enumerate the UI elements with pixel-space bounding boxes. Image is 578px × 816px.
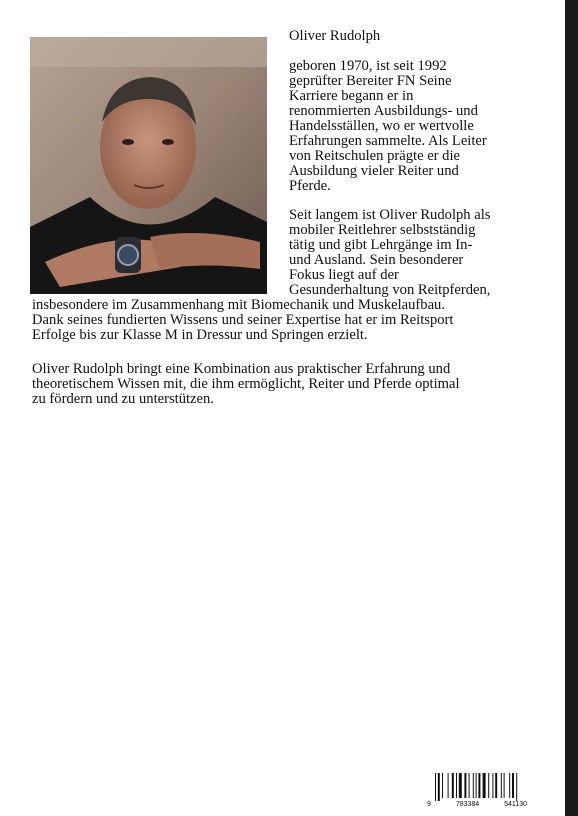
barcode-group-right: 541130: [504, 801, 527, 808]
bio-line: insbesondere im Zusammenhang mit Biomechanik und Muskelaufbau.: [32, 297, 446, 313]
bio-line: Pferde.: [289, 178, 331, 194]
barcode-bar: [435, 773, 436, 801]
bio-line: geprüfter Bereiter FN Seine: [289, 73, 452, 89]
barcode-bar: [492, 773, 493, 798]
bio-line: mobiler Reitlehrer selbstständig: [289, 222, 476, 238]
bio-line: renommierten Ausbildungs- und: [289, 103, 478, 119]
bio-paragraph-2-column: [289, 208, 529, 298]
barcode-digits: [427, 801, 527, 809]
bio-paragraph-1: [289, 59, 529, 194]
barcode-bar: [459, 773, 462, 798]
barcode-bar: [512, 773, 514, 798]
barcode-bar: [456, 773, 457, 798]
isbn-barcode: [427, 773, 527, 809]
bio-line: zu fördern und zu unterstützen.: [32, 391, 214, 407]
bio-line: geboren 1970, ist seit 1992: [289, 58, 447, 74]
bio-line: Erfahrungen sammelte. Als Leiter: [289, 133, 487, 149]
barcode-bar: [501, 773, 502, 798]
barcode-digit-first: 9: [427, 801, 431, 808]
barcode-bar: [488, 773, 489, 798]
barcode-bar: [476, 773, 477, 798]
bio-line: Fokus liegt auf der: [289, 267, 399, 283]
barcode-bar: [448, 773, 449, 798]
bio-line: Dank seines fundierten Wissens und seiner Expertise hat er im Reitsport: [32, 312, 454, 328]
bio-line: theoretischem Wissen mit, die ihm ermöglicht, Reiter und Pferde optimal: [32, 376, 460, 392]
barcode-bar: [516, 773, 517, 801]
barcode-bar: [442, 773, 443, 798]
bio-line: Erfolge bis zur Klasse M in Dressur und Springen erzielt.: [32, 327, 368, 343]
bio-line: Karriere begann er in: [289, 88, 414, 104]
barcode-group-left: 783384: [455, 801, 480, 808]
page-edge: [565, 0, 578, 816]
bio-paragraph-2-full: [32, 298, 532, 343]
barcode-bar: [473, 773, 474, 798]
bio-line: Ausbildung vieler Reiter und: [289, 163, 459, 179]
author-portrait-image: [30, 37, 267, 294]
barcode-bar: [438, 773, 440, 801]
barcode-bar: [469, 773, 470, 798]
bio-line: Gesunderhaltung von Reitpferden,: [289, 282, 491, 298]
barcode-bar: [509, 773, 510, 798]
author-name: Oliver Rudolph: [289, 28, 381, 44]
barcode-bar: [495, 773, 497, 798]
bio-line: von Reitschulen prägte er die: [289, 148, 461, 164]
bio-line: Oliver Rudolph bringt eine Kombination aus praktischer Erfahrung und: [32, 361, 451, 377]
bio-paragraph-3: [32, 362, 532, 407]
barcode-bar: [483, 773, 486, 798]
barcode-bar: [464, 773, 466, 798]
bio-line: Seit langem ist Oliver Rudolph als: [289, 207, 491, 223]
barcode-bar: [452, 773, 454, 798]
barcode-bar: [504, 773, 505, 798]
bio-line: und Ausland. Sein besonderer: [289, 252, 464, 268]
barcode-bar: [478, 773, 480, 798]
barcode-bars: [427, 773, 527, 801]
bio-line: tätig und gibt Lehrgänge im In-: [289, 237, 473, 253]
author-photo: [30, 37, 267, 294]
bio-line: Handelsställen, wo er wertvolle: [289, 118, 474, 134]
